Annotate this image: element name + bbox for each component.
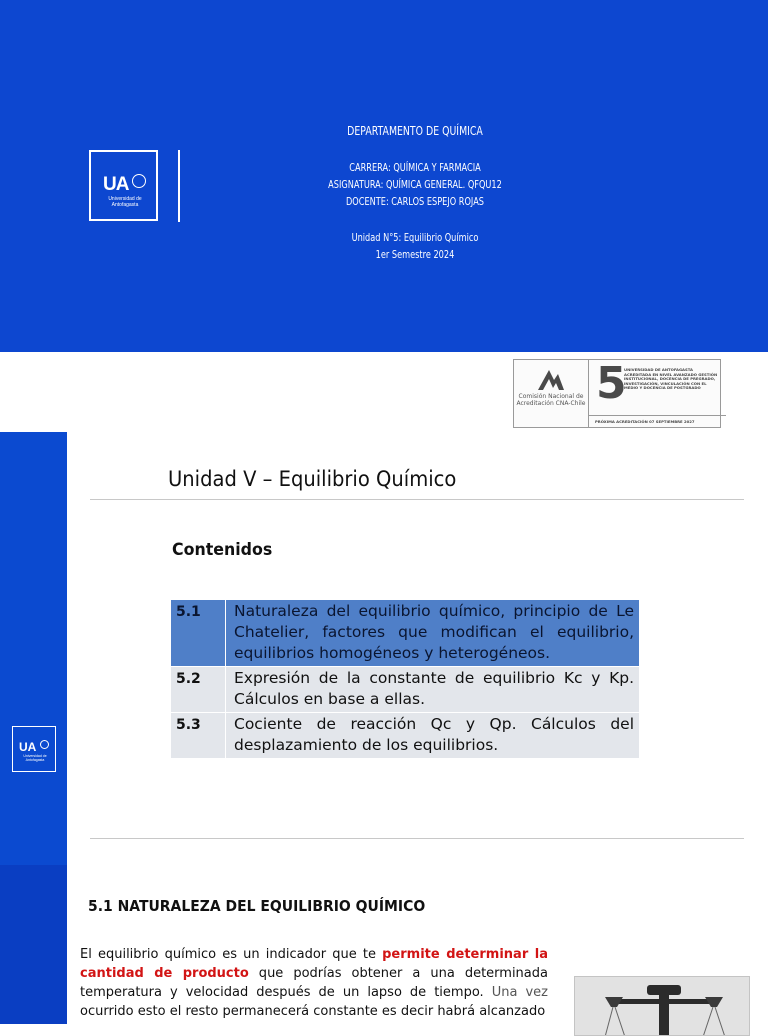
- emphasis-text: permite determinar la cantidad de producto: [80, 947, 548, 981]
- paragraph-text: que podrías obtener a una determinada temperatura y velocidad después de un lapso de tiempo.: [80, 966, 548, 1000]
- cna-org-name: Comisión Nacional de Acreditación CNA-Chile: [516, 393, 586, 407]
- title-divider: [90, 499, 744, 500]
- table-row: [171, 713, 639, 758]
- side-logo-subtitle: Universidad de Antofagasta: [23, 754, 47, 762]
- row-text: Expresión de la constante de equilibrio Kc y Kp. Cálculos en base a ellas.: [225, 667, 639, 712]
- career-line: CARRERA: QUÍMICA Y FARMACIA: [349, 162, 481, 174]
- university-logo: [89, 150, 158, 221]
- contents-heading: Contenidos: [172, 540, 273, 560]
- seal-icon: [132, 174, 146, 188]
- teacher-line: DOCENTE: CARLOS ESPEJO ROJAS: [345, 196, 485, 208]
- paragraph-text: El equilibrio químico es un indicador que te: [80, 947, 383, 962]
- accreditation-badge: [513, 359, 721, 428]
- table-row: [171, 667, 639, 712]
- department-title: DEPARTAMENTO DE QUÍMICA: [347, 124, 483, 138]
- sidebar-band-lower: [0, 865, 67, 1024]
- content-slide: [0, 352, 768, 1024]
- contents-table: [171, 600, 639, 758]
- row-number: 5.1: [171, 600, 225, 666]
- title-slide: [0, 0, 768, 352]
- balance-scale-icon: [575, 977, 750, 1036]
- balance-scale-image: [574, 976, 750, 1036]
- intro-paragraph: [80, 945, 548, 1021]
- paragraph-text: ocurrido esto el resto permanecerá constante es decir habrá alcanzado: [80, 1004, 546, 1019]
- accreditation-years: 5: [596, 358, 627, 409]
- paragraph-text: Una vez: [491, 985, 549, 1000]
- side-logo-mark: UA: [19, 740, 37, 754]
- side-university-logo: [12, 726, 56, 772]
- section-title: 5.1 NATURALEZA DEL EQUILIBRIO QUÍMICO: [88, 897, 426, 915]
- accreditation-description: UNIVERSIDAD DE ANTOFAGASTA ACREDITADA EN NIVEL AVANZADO GESTIÓN INSTITUCIONAL, DOCENCIA DE PREGRADO, INVESTIGACIÓN, VINCULACIÓN CON EL MEDIO Y DOCENCIA DE POSTGRADO: [624, 367, 718, 391]
- logo-divider: [178, 150, 180, 222]
- section-divider: [90, 838, 744, 839]
- sidebar-band: [0, 432, 67, 865]
- semester-line: 1er Semestre 2024: [375, 249, 455, 261]
- cna-logo-icon: [536, 368, 566, 392]
- side-seal-icon: [40, 740, 49, 749]
- row-text: Naturaleza del equilibrio químico, principio de Le Chatelier, factores que modifican el equilibrio, equilibrios homogéneos y heterogéneos.: [225, 600, 639, 666]
- subject-line: ASIGNATURA: QUÍMICA GENERAL. QFQU12: [328, 179, 502, 191]
- cna-panel: [514, 360, 589, 427]
- row-number: 5.2: [171, 667, 225, 712]
- table-row: [171, 600, 639, 666]
- row-number: 5.3: [171, 713, 225, 758]
- row-text: Cociente de reacción Qc y Qp. Cálculos del desplazamiento de los equilibrios.: [225, 713, 639, 758]
- accreditation-footer: PRÓXIMA ACREDITACIÓN 07 SEPTIEMBRE 2027: [589, 415, 726, 424]
- unit-title: Unidad V – Equilibrio Químico: [168, 467, 457, 491]
- unit-line: Unidad N°5: Equilibrio Químico: [351, 232, 479, 244]
- logo-mark: UA: [103, 174, 129, 195]
- logo-subtitle: Universidad de Antofagasta: [108, 196, 142, 208]
